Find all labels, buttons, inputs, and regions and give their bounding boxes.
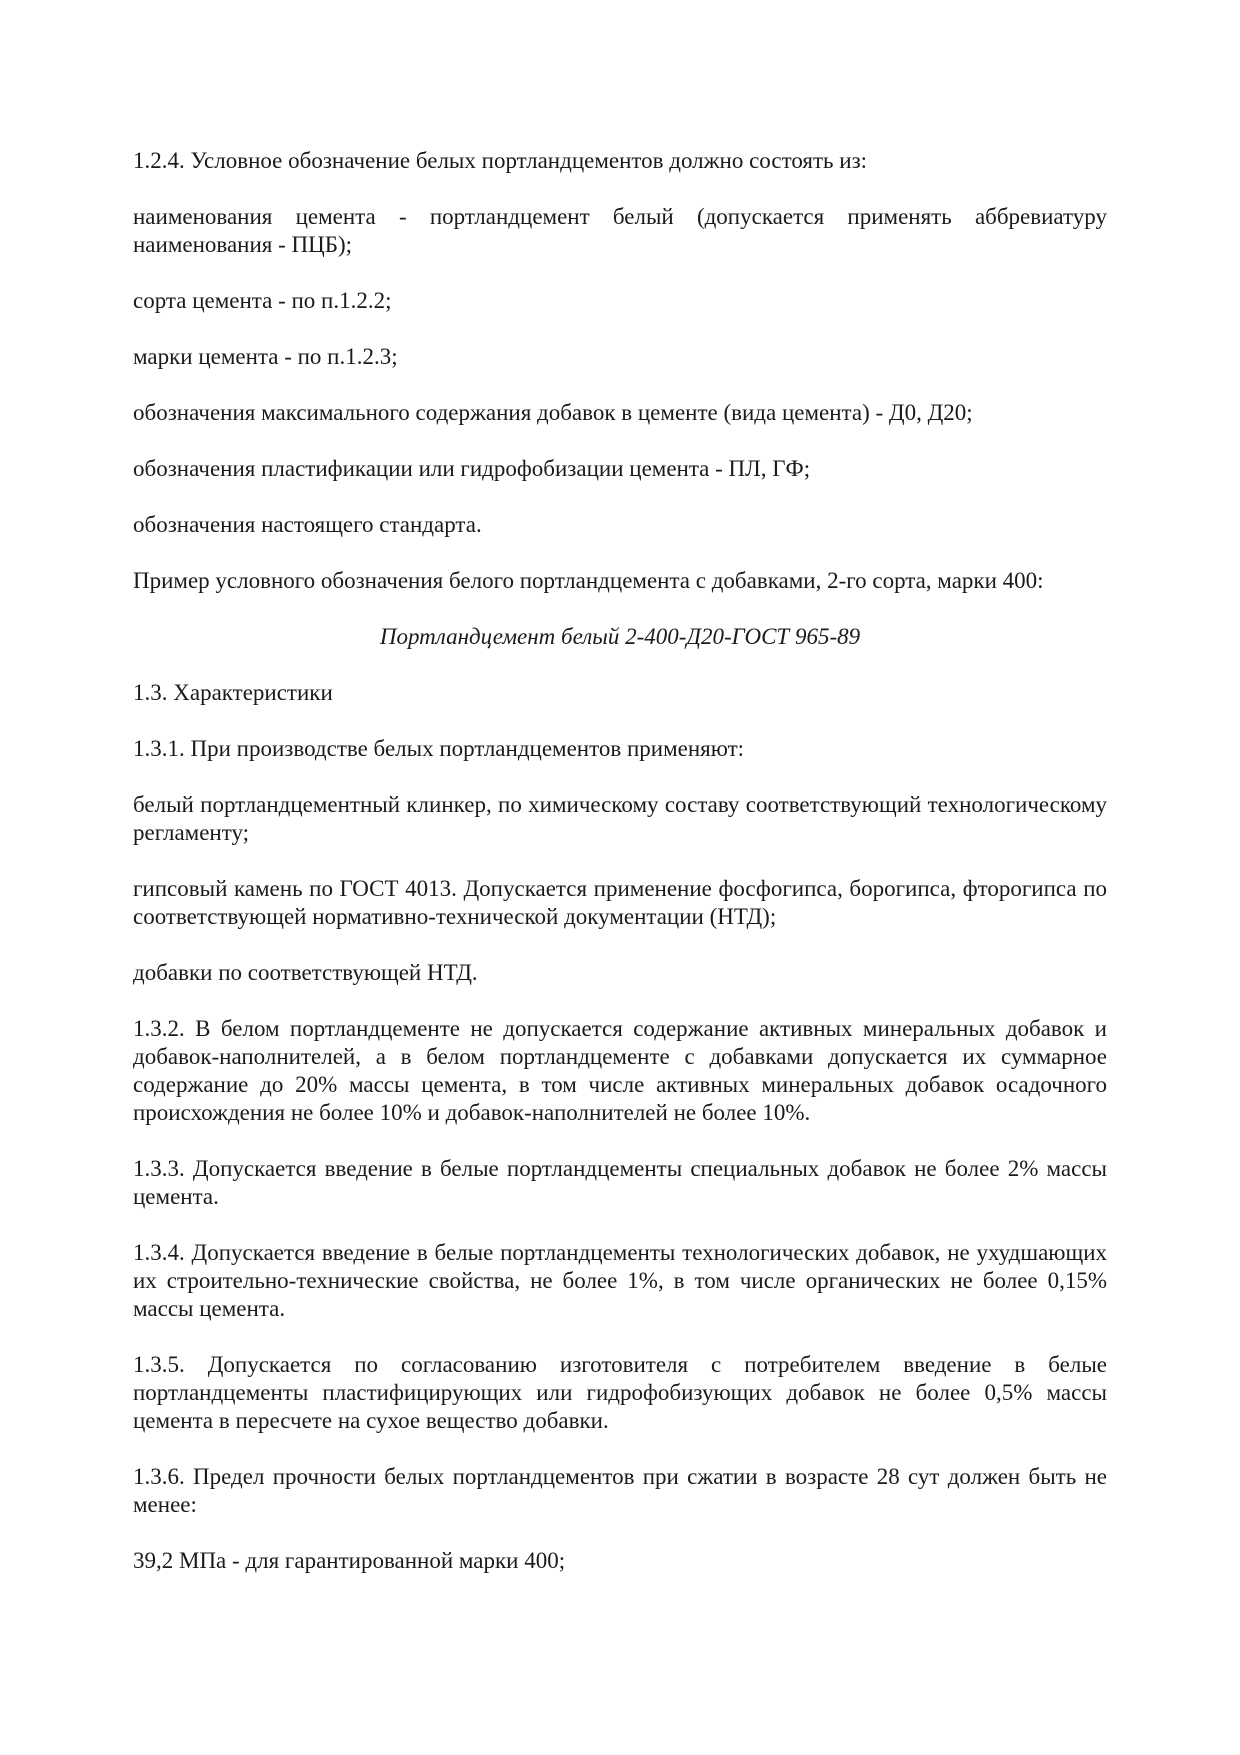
paragraph-1-3-3: 1.3.3. Допускается введение в белые портландцементы специальных добавок не более 2% массы цемента. [133, 1156, 1107, 1209]
list-item-standard: обозначения настоящего стандарта. [133, 512, 482, 537]
list-item-grade: сорта цемента - по п.1.2.2; [133, 288, 392, 313]
paragraph-1-2-4: 1.2.4. Условное обозначение белых портландцементов должно состоять из: [133, 148, 868, 173]
paragraph-1-3-5: 1.3.5. Допускается по согласованию изготовителя с потребителем введение в белые портландцементы пластифицирующих или гидрофобизующих добавок не более 0,5% массы цемента в пересчете на сухое вещество добавки. [133, 1352, 1107, 1433]
paragraph-1-3-1: 1.3.1. При производстве белых портландцементов применяют: [133, 736, 745, 761]
paragraph-1-3-2: 1.3.2. В белом портландцементе не допускается содержание активных минеральных добавок и добавок-наполнителей, а в белом портландцементе с добавками допускается их суммарное содержание до 20% массы цемента, в том числе активных минеральных добавок осадочного происхождения не более 10% и добавок-наполнителей не более 10%. [133, 1016, 1107, 1125]
strength-value-400: 39,2 МПа - для гарантированной марки 400; [133, 1548, 566, 1573]
list-item-name: наименования цемента - портландцемент белый (допускается применять аббревиатуру наименования - ПЦБ); [133, 204, 1107, 257]
list-item-gypsum: гипсовый камень по ГОСТ 4013. Допускается применение фосфогипса, борогипса, фторогипса по соответствующей нормативно-технической документации (НТД); [133, 876, 1107, 929]
section-heading-1-3: 1.3. Характеристики [133, 680, 333, 705]
paragraph-1-3-6: 1.3.6. Предел прочности белых портландцементов при сжатии в возрасте 28 сут должен быть не менее: [133, 1464, 1107, 1517]
paragraph-1-3-4: 1.3.4. Допускается введение в белые портландцементы технологических добавок, не ухудшающих их строительно-технические свойства, не более 1%, в том числе органических не более 0,15% массы цемента. [133, 1240, 1107, 1321]
document-page [133, 147, 1107, 1603]
list-item-clinker: белый портландцементный клинкер, по химическому составу соответствующий технологическому регламенту; [133, 792, 1107, 845]
list-item-mark: марки цемента - по п.1.2.3; [133, 344, 398, 369]
list-item-additives-ntd: добавки по соответствующей НТД. [133, 960, 478, 985]
example-intro: Пример условного обозначения белого портландцемента с добавками, 2-го сорта, марки 400: [133, 568, 1044, 593]
list-item-plasticization: обозначения пластификации или гидрофобизации цемента - ПЛ, ГФ; [133, 456, 811, 481]
example-designation: Портландцемент белый 2-400-Д20-ГОСТ 965-89 [379, 624, 861, 649]
list-item-additives: обозначения максимального содержания добавок в цементе (вида цемента) - Д0, Д20; [133, 400, 973, 425]
